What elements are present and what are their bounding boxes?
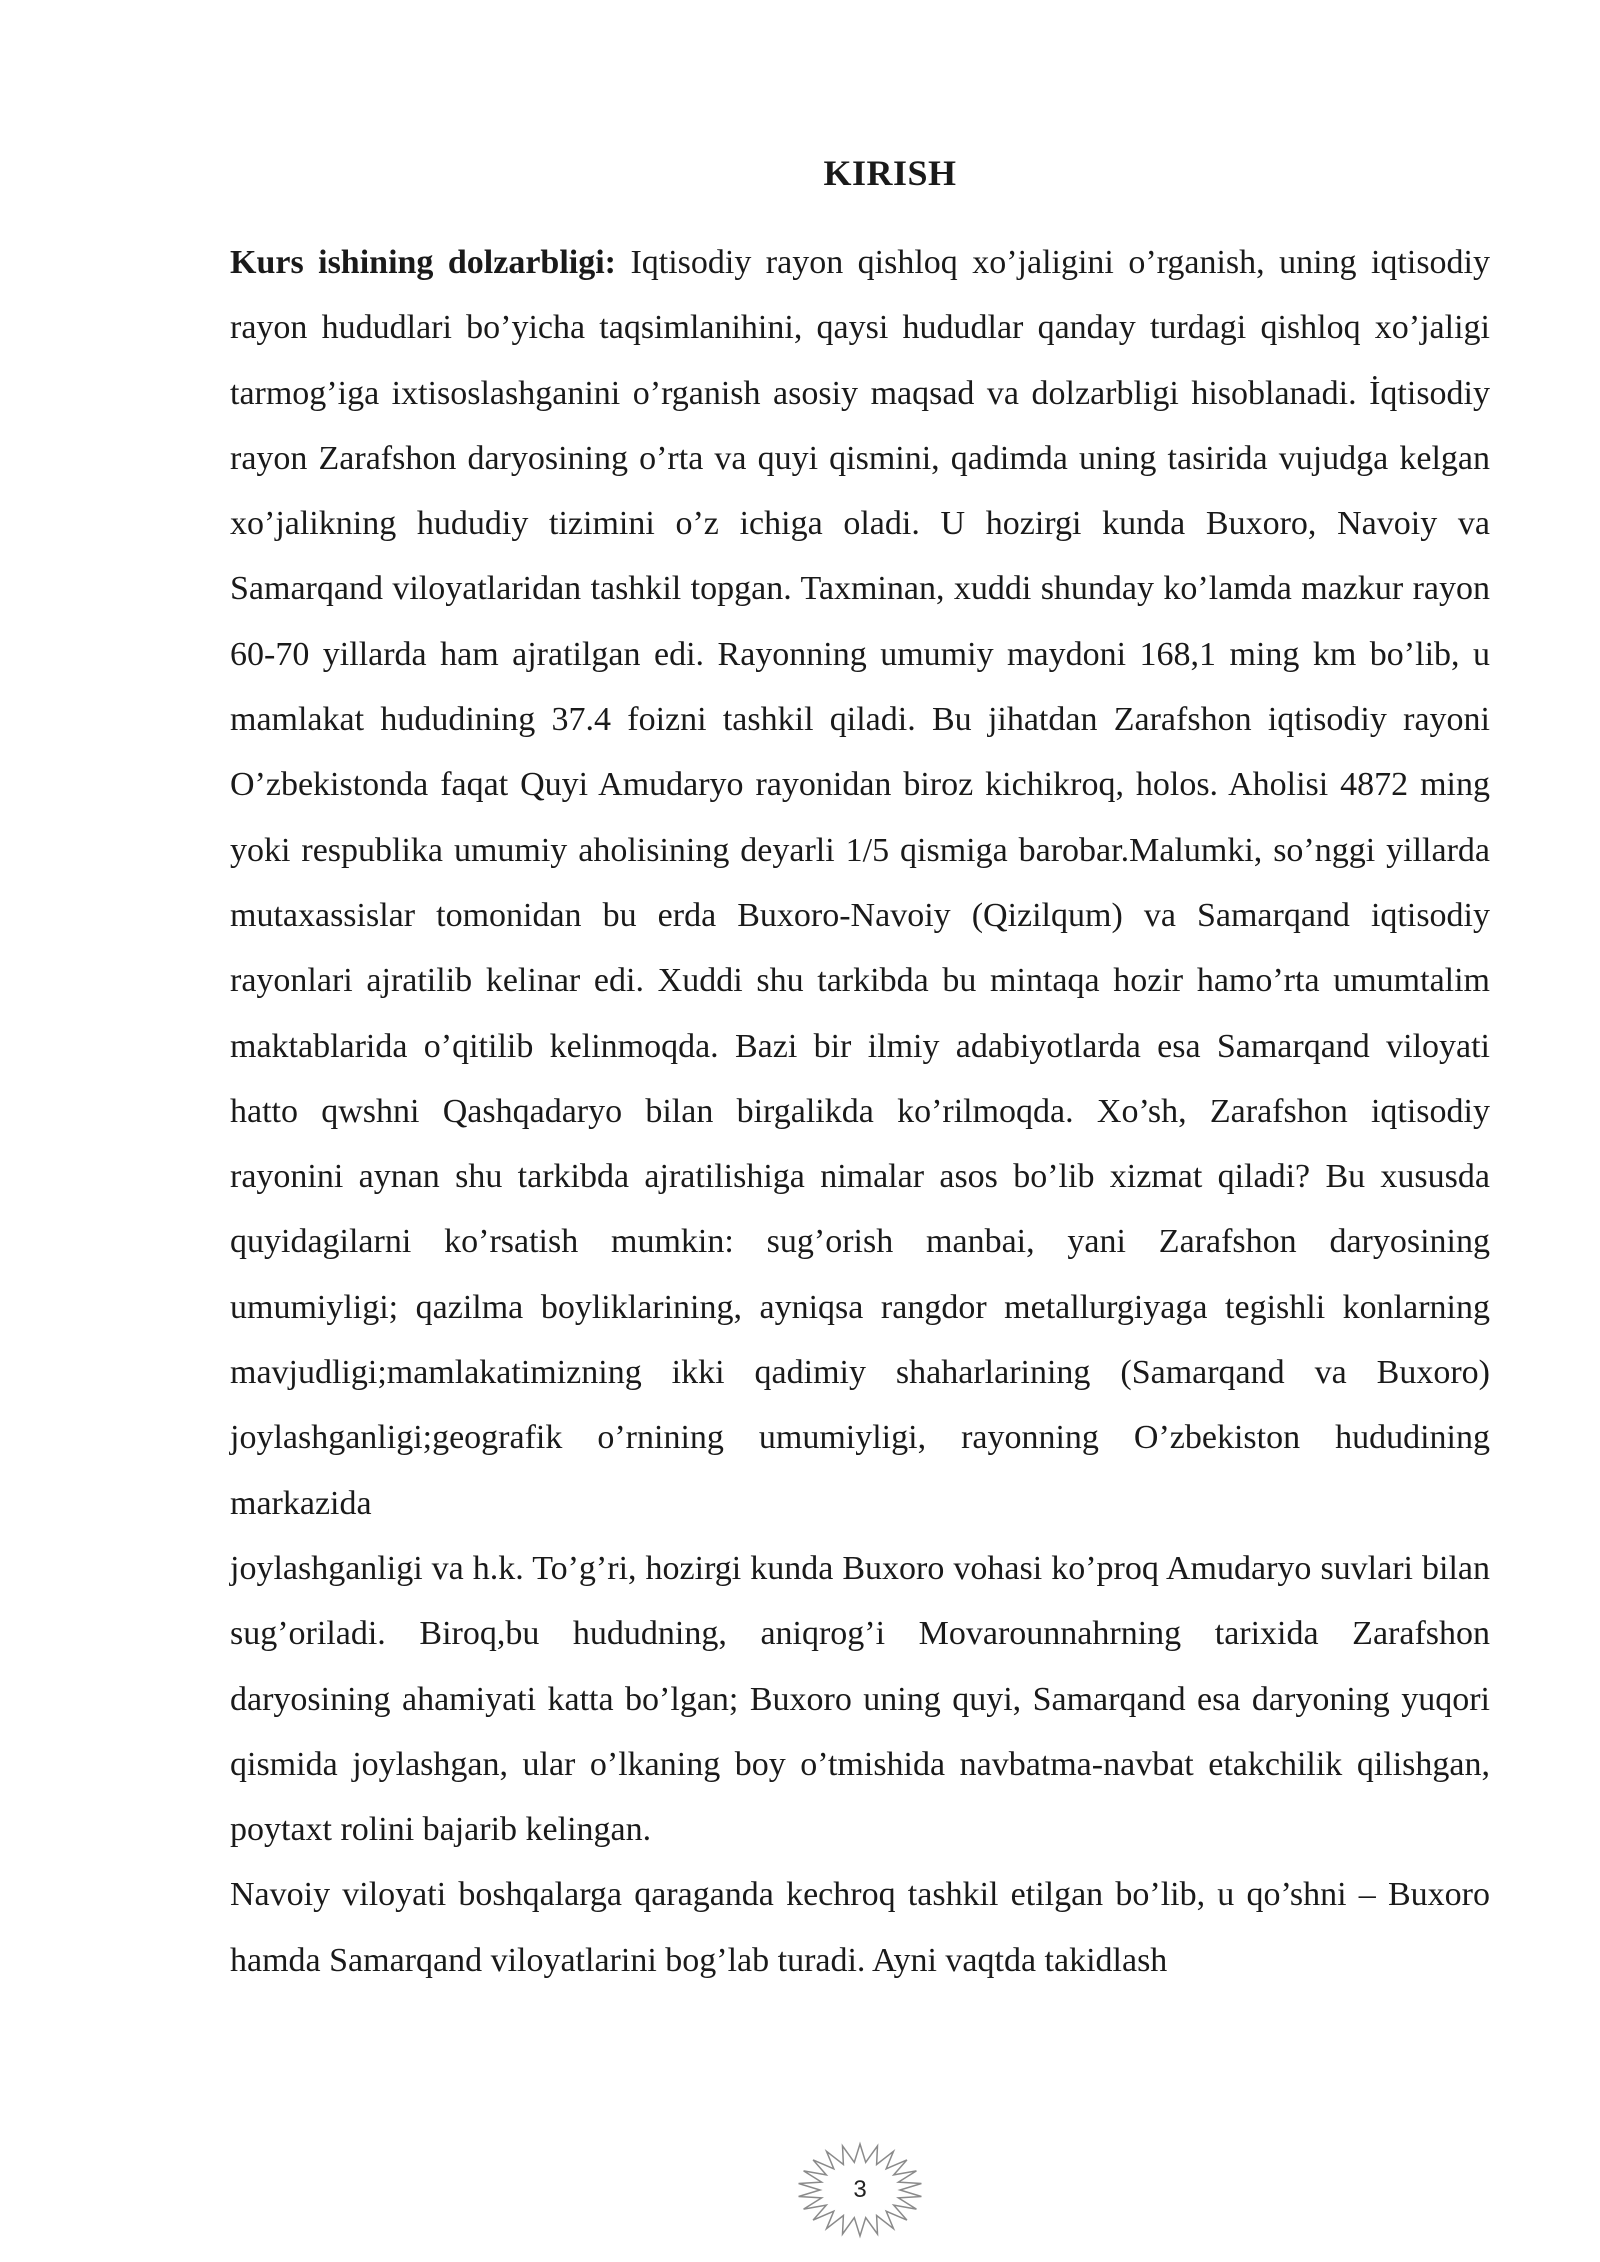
paragraph-2: joylashganligi va h.k. To’g’ri, hozirgi kunda Buxoro vohasi ko’proq Amudaryo suvlari bilan sug’oriladi. Biroq,bu hududning, aniqrog’i Movarounnahrning tarixida Zarafshon daryosining ahamiyati katta bo’lgan; Buxoro uning quyi, Samarqand esa daryoning yuqori qismida joylashgan, ular o’lkaning boy o’tmishida navbatma-navbat etakchilik qilishgan, poytaxt rolini bajarib kelingan. xyxy=(230,1549,1490,1849)
page-number-value: 3 xyxy=(853,2176,867,2203)
body-text xyxy=(230,230,1490,1993)
page-title: KIRISH xyxy=(823,153,957,193)
page-number xyxy=(795,2140,925,2240)
paragraph-lead: Kurs ishining dolzarbligi: xyxy=(230,244,616,281)
paragraph-1-text: Iqtisodiy rayon qishloq xo’jaligini o’rganish, uning iqtisodiy rayon hududlari bo’yicha taqsimlanihini, qaysi hududlar qanday turdagi qishloq xo’jaligi tarmog’iga ixtisoslashganini o’rganish asosiy maqsad va dolzarbligi hisoblanadi. İqtisodiy rayon Zarafshon daryosining o’rta va quyi qismini, qadimda uning tasirida vujudga kelgan xo’jalikning hududiy tizimini o’z ichiga oladi. U hozirgi kunda Buxoro, Navoiy va Samarqand viloyatlaridan tashkil topgan. Taxminan, xuddi shunday ko’lamda mazkur rayon 60-70 yillarda ham ajratilgan edi. Rayonning umumiy maydoni 168,1 ming km bo’lib, u mamlakat hududining 37.4 foizni tashkil qiladi. Bu jihatdan Zarafshon iqtisodiy rayoni O’zbekistonda faqat Quyi Amudaryo rayonidan biroz kichikroq, holos. Aholisi 4872 ming yoki respublika umumiy aholisining deyarli 1/5 qismiga barobar.Malumki, so’nggi yillarda mutaxassislar tomonidan bu erda Buxoro-Navoiy (Qizilqum) va Samarqand iqtisodiy rayonlari ajratilib kelinar edi. Xuddi shu tarkibda bu mintaqa hozir hamo’rta umumtalim maktablarida o’qitilib kelinmoqda. Bazi bir ilmiy adabiyotlarda esa Samarqand viloyati hatto qwshni Qashqadaryo bilan birgalikda ko’rilmoqda. Xo’sh, Zarafshon iqtisodiy rayonini aynan shu tarkibda ajratilishiga nimalar asos bo’lib xizmat qiladi? Bu xususda quyidagilarni ko’rsatish mumkin: sug’orish manbai, yani Zarafshon daryosining umumiyligi; qazilma boyliklarining, ayniqsa rangdor metallurgiyaga tegishli konlarning mavjudligi;mamlakatimizning ikki qadimiy shaharlarining (Samarqand va Buxoro) joylashganligi;geografik o’rnining umumiyligi, rayonning O’zbekiston hududining markazida xyxy=(230,244,1490,1522)
paragraph-3: Navoiy viloyati boshqalarga qaraganda kechroq tashkil etilgan bo’lib, u qo’shni – Buxoro hamda Samarqand viloyatlarini bog’lab turadi. Ayni vaqtda takidlash xyxy=(230,1876,1490,1979)
paragraph-1 xyxy=(230,230,1490,1536)
